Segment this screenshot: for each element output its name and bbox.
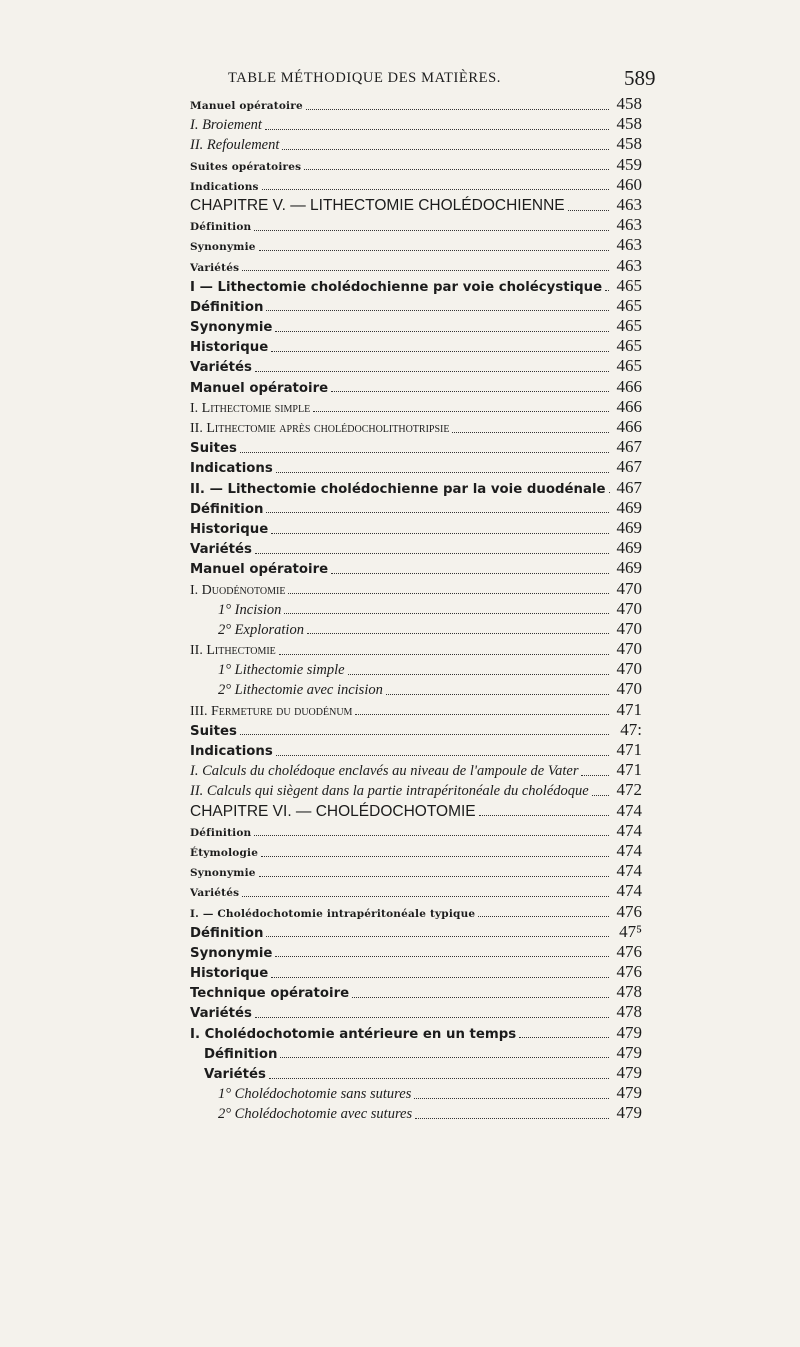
toc-entry [190,861,642,881]
toc-entry-page: 470 [616,639,642,659]
toc-entry-page: 47: [620,719,642,739]
toc-entry [190,356,642,376]
toc-entry-label: 1° Lithectomie simple [218,662,345,679]
dot-leader [242,896,609,897]
dot-leader [479,815,609,816]
toc-entry-label: Définition [190,299,264,315]
dot-leader [452,432,609,433]
toc-entry [190,175,642,195]
toc-entry [190,397,642,417]
toc-entry-label: Variétés [190,1006,252,1022]
dot-leader [255,553,609,554]
toc-entry-label: II. Lithectomie après cholédocholithotripsie [190,421,450,436]
toc-entry [190,1043,642,1063]
dot-leader [275,956,609,957]
toc-entry-page: 460 [616,174,642,194]
dot-leader [266,310,609,311]
toc-entry-label: Définition [190,826,252,839]
dot-leader [352,997,609,998]
toc-entry-page: 474 [616,861,642,881]
toc-entry [190,881,642,901]
toc-entry [190,659,642,679]
toc-entry-label: Définition [204,1046,278,1062]
toc-entry-page: 471 [616,699,642,719]
toc-entry-page: 472 [616,780,642,800]
toc-entry [190,740,642,760]
toc-entry-label: I. Broiement [190,117,262,134]
toc-entry-page: 47⁵ [619,921,642,941]
toc-entry [190,377,642,397]
toc-entry-label: I. Duodénotomie [190,582,286,598]
toc-entry [190,457,642,477]
dot-leader [266,936,609,937]
toc-entry-page: 478 [616,1002,642,1022]
toc-entry [190,1002,642,1022]
dot-leader [415,1118,609,1119]
toc-entry-label: II. Lithectomie [190,643,276,659]
toc-entry-page: 474 [616,840,642,860]
toc-entry-label: II. Refoulement [190,137,280,154]
toc-entry-page: 479 [616,1022,642,1042]
dot-leader [284,613,609,614]
toc-entry-page: 469 [616,517,642,537]
dot-leader [254,230,609,231]
dot-leader [271,977,609,978]
toc-entry-label: Historique [190,340,269,356]
toc-entry-label: Synonymie [190,241,256,254]
toc-entry-page: 470 [616,618,642,638]
toc-entry-label: I. — Cholédochotomie intrapéritonéale typique [190,907,476,920]
toc-entry-label: Historique [190,966,269,982]
dot-leader [519,1037,609,1038]
dot-leader [266,512,609,513]
dot-leader [280,1057,609,1058]
toc-entry-label: II. Calculs qui siègent dans la partie intrapéritonéale du cholédoque [190,783,589,800]
toc-entry-label: I — Lithectomie cholédochienne par voie cholécystique [190,279,603,295]
toc-entry-label: Variétés [190,887,240,900]
toc-entry-page: 465 [616,356,642,376]
toc-entry-page: 463 [616,215,642,235]
toc-entry [190,780,642,800]
toc-entry [190,538,642,558]
toc-entry [190,316,642,336]
dot-leader [261,856,609,857]
toc-entry-label: Historique [190,521,269,537]
dot-leader [255,371,609,372]
dot-leader [605,290,609,291]
toc-entry-label: Définition [190,221,252,234]
toc-entry-page: 465 [616,295,642,315]
toc-entry-page: 476 [616,941,642,961]
toc-entry-page: 470 [616,659,642,679]
toc-entry-label: CHAPITRE V. — LITHECTOMIE CHOLÉDOCHIENNE [190,196,565,214]
toc-entry-label: Étymologie [190,846,259,859]
toc-entry-page: 474 [616,800,642,820]
dot-leader [271,533,609,534]
dot-leader [242,270,609,271]
toc-entry-page: 466 [616,376,642,396]
toc-entry-page: 463 [616,255,642,275]
toc-entry [190,256,642,276]
toc-entry [190,195,642,215]
toc-entry-label: 1° Cholédochotomie sans sutures [218,1086,412,1103]
dot-leader [313,411,609,412]
toc-entry [190,1103,642,1123]
page-number: 589 [624,66,656,90]
toc-entry [190,134,642,154]
toc-entry-label: Variétés [190,261,240,274]
toc-entry-label: Synonymie [190,867,256,880]
toc-entry [190,1083,642,1103]
toc-entry-page: 469 [616,497,642,517]
toc-entry-page: 476 [616,901,642,921]
toc-entry-label: Manuel opératoire [190,380,329,396]
toc-entry-page: 469 [616,558,642,578]
toc-entry-label: 1° Incision [218,601,282,618]
toc-entry-label: Définition [190,925,264,941]
toc-entry-page: 478 [616,982,642,1002]
toc-entry-page: 476 [616,962,642,982]
dot-leader [331,573,609,574]
toc-entry [190,437,642,457]
toc-entry [190,215,642,235]
toc-entry [190,982,642,1002]
toc-entry-page: 474 [616,820,642,840]
dot-leader [306,109,609,110]
toc-entry-page: 466 [616,417,642,436]
toc-entry-label: Variétés [204,1067,266,1082]
dot-leader [568,210,609,211]
dot-leader [240,452,609,453]
toc-entry-page: 467 [616,477,642,497]
toc-entry-page: 458 [616,114,642,134]
toc-entry [190,821,642,841]
toc-entry [190,962,642,982]
toc-entry-label: Suites [190,441,237,457]
toc-entry-page: 465 [616,316,642,336]
dot-leader [592,795,609,796]
toc-entry-label: CHAPITRE VI. — CHOLÉDOCHOTOMIE [190,802,476,820]
toc-entry-label: Indications [190,461,273,477]
toc-entry [190,841,642,861]
toc-entry [190,336,642,356]
toc-entry [190,902,642,922]
dot-leader [259,250,609,251]
dot-leader [331,391,609,392]
toc-entry-label: Synonymie [190,320,273,336]
toc-entry-page: 479 [616,1103,642,1123]
toc-entry-label: Synonymie [190,945,273,961]
toc-entry-label: Variétés [190,542,252,558]
dot-leader [276,755,609,756]
toc-entry-label: Suites [190,723,237,739]
toc-entry [190,720,642,740]
dot-leader [271,351,609,352]
toc-entry-page: 471 [616,760,642,780]
toc-entry [190,599,642,619]
toc-entry-page: 458 [616,94,642,113]
toc-entry [190,1063,642,1083]
toc-entry [190,801,642,821]
toc-entry-page: 471 [616,740,642,759]
toc-entry-page: 466 [616,396,642,416]
toc-entry-page: 469 [616,538,642,558]
toc-entry-label: Indications [190,180,259,193]
toc-entry [190,760,642,780]
dot-leader [265,129,609,130]
toc-entry [190,296,642,316]
toc-entry-label: 2° Exploration [218,621,304,638]
dot-leader [262,189,609,190]
toc-entry [190,700,642,720]
toc-entry-label: Technique opératoire [190,986,350,1002]
toc-entry-page: 467 [616,437,642,457]
dot-leader [279,654,609,655]
toc-entry-label: 2° Lithectomie avec incision [218,682,383,699]
toc-entry-page: 459 [616,154,642,174]
dot-leader [414,1098,609,1099]
toc-entry-page: 479 [616,1042,642,1062]
toc-entry-label: Manuel opératoire [190,562,329,578]
toc-entry-label: I. Lithectomie simple [190,400,311,416]
toc-entry-label: I. Cholédochotomie antérieure en un temps [190,1026,517,1042]
toc-entry-label: 2° Cholédochotomie avec sutures [218,1106,413,1123]
toc-entry [190,518,642,538]
toc-entry-page: 458 [616,134,642,154]
toc-entry-label: III. Fermeture du duodénum [190,703,353,719]
toc-entry [190,478,642,498]
dot-leader [255,1017,609,1018]
toc-entry [190,942,642,962]
toc-entry [190,155,642,175]
dot-leader [581,775,609,776]
toc-entry-page: 465 [616,336,642,356]
toc-entry [190,417,642,437]
toc-entry-page: 479 [616,1063,642,1082]
dot-leader [355,714,609,715]
dot-leader [304,169,609,170]
table-of-contents [190,94,642,1124]
toc-entry [190,922,642,942]
dot-leader [259,876,609,877]
dot-leader [269,1078,609,1079]
toc-entry-page: 463 [616,194,642,214]
toc-entry-label: I. Calculs du cholédoque enclavés au niveau de l'ampoule de Vater [190,763,579,780]
toc-entry-page: 470 [616,578,642,598]
toc-entry [190,498,642,518]
toc-entry-page: 470 [616,598,642,618]
toc-entry-page: 463 [616,235,642,255]
toc-entry-label: Définition [190,501,264,517]
running-title: TABLE MÉTHODIQUE DES MATIÈRES. [228,70,501,86]
toc-entry-label: Suites opératoires [190,160,302,173]
dot-leader [348,674,609,675]
toc-entry [190,1023,642,1043]
toc-entry-page: 465 [616,275,642,295]
toc-entry-label: Variétés [190,360,252,376]
dot-leader [254,835,609,836]
toc-entry [190,639,642,659]
dot-leader [307,633,609,634]
toc-entry-page: 467 [616,457,642,477]
toc-entry [190,94,642,114]
toc-entry-label: II. — Lithectomie cholédochienne par la voie duodénale [190,481,606,497]
toc-entry-label: Manuel opératoire [190,100,303,112]
toc-entry [190,558,642,578]
dot-leader [386,694,609,695]
toc-entry [190,114,642,134]
toc-entry [190,619,642,639]
toc-entry [190,276,642,296]
dot-leader [240,734,609,735]
toc-entry-page: 479 [616,1083,642,1103]
dot-leader [275,331,609,332]
toc-entry-label: Indications [190,744,273,759]
toc-entry-page: 474 [616,881,642,901]
toc-entry [190,679,642,699]
dot-leader [282,149,609,150]
dot-leader [478,916,609,917]
dot-leader [288,593,609,594]
toc-entry [190,235,642,255]
toc-entry-page: 470 [616,679,642,699]
dot-leader [276,472,609,473]
toc-entry [190,579,642,599]
